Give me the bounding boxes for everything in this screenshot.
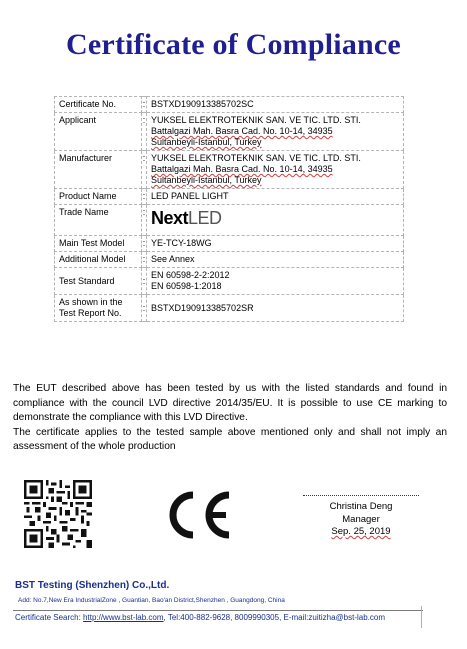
row-label: Main Test Model: [55, 236, 142, 252]
table-row: [55, 113, 404, 151]
certificate-search: Certificate Search: http://www.bst-lab.com, Tel:400-882-9628, 8009990305, E-mail:zuitizha@bst-lab.com: [15, 613, 385, 622]
table-row: [55, 268, 404, 295]
statement-text: [13, 382, 447, 455]
applicant-address-line2: Sultanbeyli-Istanbul, Turkey: [151, 137, 262, 147]
applicant-name: YUKSEL ELEKTROTEKNIK SAN. VE TIC. LTD. STI.: [151, 115, 361, 125]
trade-name-value: [147, 205, 404, 236]
signatory-title: Manager: [342, 513, 380, 525]
table-row: [55, 97, 404, 113]
company-address: Add: No.7,New Era IndustrialZone , Guantian, Bao'an District,Shenzhen , Guangdong, China: [18, 597, 285, 604]
table-row: [55, 295, 404, 322]
logo-main-text: Next: [151, 208, 189, 228]
row-label: Additional Model: [55, 252, 142, 268]
qr-code-icon: [24, 480, 92, 548]
footer-divider: [13, 610, 423, 611]
table-row: [55, 205, 404, 236]
colon: :: [142, 236, 147, 252]
colon: :: [142, 113, 147, 151]
colon: :: [142, 189, 147, 205]
manufacturer-address-line2: Sultanbeyli-Istanbul, Turkey: [151, 175, 262, 185]
email[interactable]: E-mail:zuitizha@bst-lab.com: [283, 613, 385, 622]
table-row: [55, 189, 404, 205]
website-link[interactable]: http://www.bst-lab.com: [83, 613, 164, 622]
table-row: [55, 252, 404, 268]
test-report-number: BSTXD190913385702SR: [147, 295, 404, 322]
certificate-number: BSTXD190913385702SC: [147, 97, 404, 113]
main-test-model: YE-TCY-18WG: [147, 236, 404, 252]
row-label: [55, 295, 142, 322]
manufacturer-value: [147, 151, 404, 189]
colon: :: [142, 97, 147, 113]
signature-line: [303, 495, 419, 496]
signature-date: Sep. 25, 2019: [331, 526, 391, 537]
applicant-address-line1: Battalgazi Mah. Basra Cad. No. 10-14, 34935: [151, 126, 333, 136]
row-label: Applicant: [55, 113, 142, 151]
test-standard-value: [147, 268, 404, 295]
row-label-line1: As shown in the: [59, 297, 123, 307]
row-label: Manufacturer: [55, 151, 142, 189]
additional-model: See Annex: [147, 252, 404, 268]
row-label-line2: Test Report No.: [59, 308, 122, 318]
company-name: BST Testing (Shenzhen) Co.,Ltd.: [15, 580, 170, 591]
colon: :: [142, 252, 147, 268]
certificate-title: Certificate of Compliance: [66, 28, 401, 61]
test-standard-line1: EN 60598-2-2:2012: [151, 270, 230, 280]
signatory-name: Christina Deng: [329, 501, 393, 512]
certificate-info-table: [54, 96, 404, 322]
nextled-logo: [151, 207, 399, 229]
colon: :: [142, 205, 147, 236]
colon: :: [142, 295, 147, 322]
row-label: Certificate No.: [55, 97, 142, 113]
row-label: Product Name: [55, 189, 142, 205]
signature-block: [303, 495, 419, 539]
applicant-value: [147, 113, 404, 151]
table-row: [55, 236, 404, 252]
statement-paragraph-2: The certificate applies to the tested sample above mentioned only and shall not imply an assessment of the whole production: [13, 426, 447, 452]
colon: :: [142, 268, 147, 295]
manufacturer-address-line1: Battalgazi Mah. Basra Cad. No. 10-14, 34935: [151, 164, 333, 174]
row-label: Test Standard: [55, 268, 142, 295]
search-label: Certificate Search:: [15, 613, 81, 622]
statement-paragraph-1: The EUT described above has been tested by us with the listed standards and found in compliance with the council LVD directive 2014/35/EU. It is possible to use CE marking to demonstrate the compliance with this LVD Directive.: [13, 383, 447, 423]
ce-mark-icon: [160, 487, 236, 543]
footer-vertical-divider: [421, 606, 422, 628]
test-standard-line2: EN 60598-1:2018: [151, 281, 222, 291]
product-name: LED PANEL LIGHT: [147, 189, 404, 205]
manufacturer-name: YUKSEL ELEKTROTEKNIK SAN. VE TIC. LTD. STI.: [151, 153, 361, 163]
telephone: Tel:400-882-9628, 8009990305: [167, 613, 280, 622]
logo-suffix-text: LED: [188, 208, 222, 228]
table-row: [55, 151, 404, 189]
colon: :: [142, 151, 147, 189]
row-label: Trade Name: [55, 205, 142, 236]
